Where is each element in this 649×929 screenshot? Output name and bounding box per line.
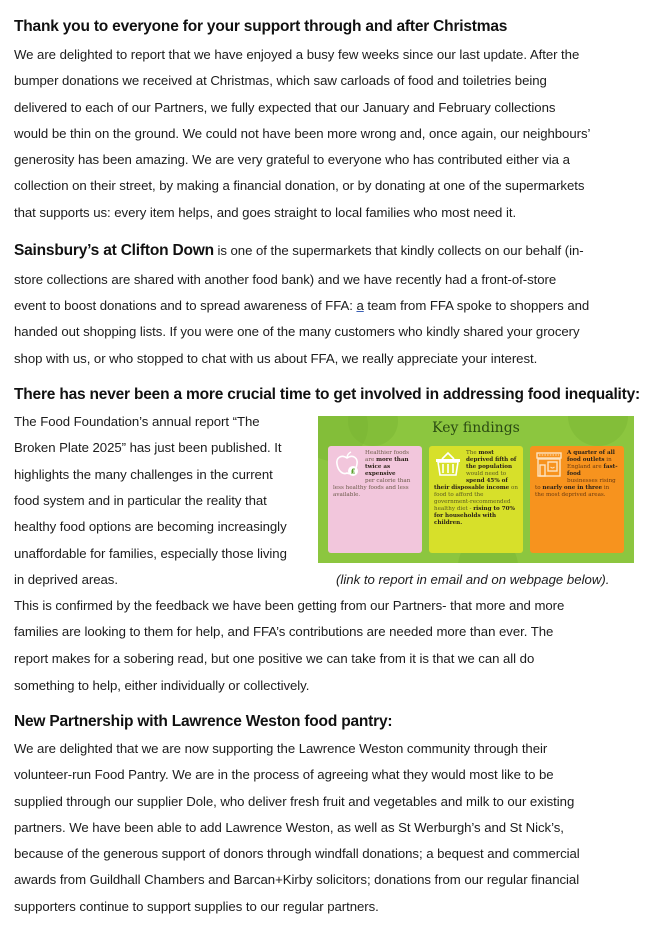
finding-card-fast-food: A quarter of all food outlets in England are fast-food businesses rising to nearly one in three in the most deprived areas. (530, 446, 624, 553)
paragraph-line: shop with us, or who stopped to chat with us about FFA, we really appreciate your interest. (14, 351, 538, 366)
paragraph-line: in deprived areas. (14, 572, 118, 587)
shopping-basket-icon (434, 450, 462, 478)
paragraph-line: that supports us: every item helps, and goes straight to local families who most need it. (14, 205, 517, 220)
finding-card-healthier-foods: £ Healthier foods are more than twice as expensive per calorie than less healthy foods and less available. (328, 446, 422, 553)
key-findings-infographic (318, 416, 634, 563)
paragraph-line: We are delighted to report that we have enjoyed a busy few weeks since our last update. After the (14, 47, 580, 62)
paragraph-line: supporters continue to support supplies to our regular partners. (14, 899, 379, 914)
paragraph-line: bumper donations we received at Christmas, which saw carloads of food and toiletries being (14, 73, 547, 88)
image-caption: (link to report in email and on webpage below). (336, 572, 610, 587)
paragraph-line: This is confirmed by the feedback we have been getting from our Partners- that more and more (14, 598, 565, 613)
inline-heading-sainsburys: Sainsbury’s at Clifton Down (14, 242, 214, 259)
infographic-title: Key findings (432, 420, 520, 436)
paragraph-line: volunteer-run Food Pantry. We are in the process of agreeing what they would most like to be (14, 767, 554, 782)
paragraph-line: generosity has been amazing. We are very grateful to everyone who has contributed either via a (14, 152, 570, 167)
paragraph-line: highlights the many challenges in the current (14, 467, 273, 482)
paragraph-line: handed out shopping lists. If you were one of the many customers who kindly shared your grocery (14, 324, 580, 339)
paragraph-line: would be thin on the ground. We could not have been more wrong and, once again, our neighbours’ (14, 126, 591, 141)
heading-lawrence-weston: New Partnership with Lawrence Weston food pantry: (14, 713, 393, 730)
paragraph-line: delivered to each of our Partners, we fully expected that our January and February collections (14, 100, 556, 115)
inline-link[interactable]: a (356, 298, 364, 313)
paragraph-line: families are looking to them for help, and FFA’s contributions are needed more than ever. The (14, 624, 554, 639)
paragraph-line: food system and in particular the reality that (14, 493, 267, 508)
paragraph-line: something to help, either individually or collectively. (14, 678, 310, 693)
heading-food-inequality: There has never been a more crucial time to get involved in addressing food inequality: (14, 386, 641, 403)
paragraph-line: collection on their street, by making a financial donation, or by donating at one of the supermarkets (14, 178, 585, 193)
apple-pound-icon (333, 450, 361, 478)
paragraph-line: store collections are shared with another food bank) and we have recently had a front-of-store (14, 272, 557, 287)
paragraph-line: report makes for a sobering read, but one positive we can take from it is that we can all do (14, 651, 535, 666)
heading-thank-you: Thank you to everyone for your support through and after Christmas (14, 18, 508, 35)
paragraph-line: partners. We have been able to add Lawrence Weston, as well as St Werburgh’s and St Nick’s, (14, 820, 564, 835)
svg-text:£: £ (350, 467, 356, 476)
shopfront-icon (535, 450, 563, 478)
paragraph-line: because of the generous support of donors through windfall donations; a bequest and commercial (14, 846, 580, 861)
paragraph-line: supplied through our supplier Dole, who deliver fresh fruit and vegetables and milk to our existing (14, 794, 575, 809)
finding-card-deprived-fifth: The most deprived fifth of the population would need to spend 45% of their disposable income on food to afford the government-recommended healthy diet - rising to 70% for households with children. (429, 446, 523, 553)
paragraph-line: Sainsbury’s at Clifton Down is one of the supermarkets that kindly collects on our behalf (in- (14, 242, 584, 259)
paragraph-line: Broken Plate 2025” has just been published. It (14, 440, 282, 455)
paragraph-line: awards from Guildhall Chambers and Barcan+Kirby solicitors; donations from our regular financial (14, 872, 580, 887)
paragraph-line: The Food Foundation’s annual report “The (14, 414, 260, 429)
paragraph-line: healthy food options are becoming increasingly (14, 519, 287, 534)
paragraph-line: We are delighted that we are now supporting the Lawrence Weston community through their (14, 741, 548, 756)
paragraph-line: unaffordable for families, especially those living (14, 546, 287, 561)
paragraph-line: event to boost donations and to spread awareness of FFA: a team from FFA spoke to shoppers and (14, 298, 590, 313)
